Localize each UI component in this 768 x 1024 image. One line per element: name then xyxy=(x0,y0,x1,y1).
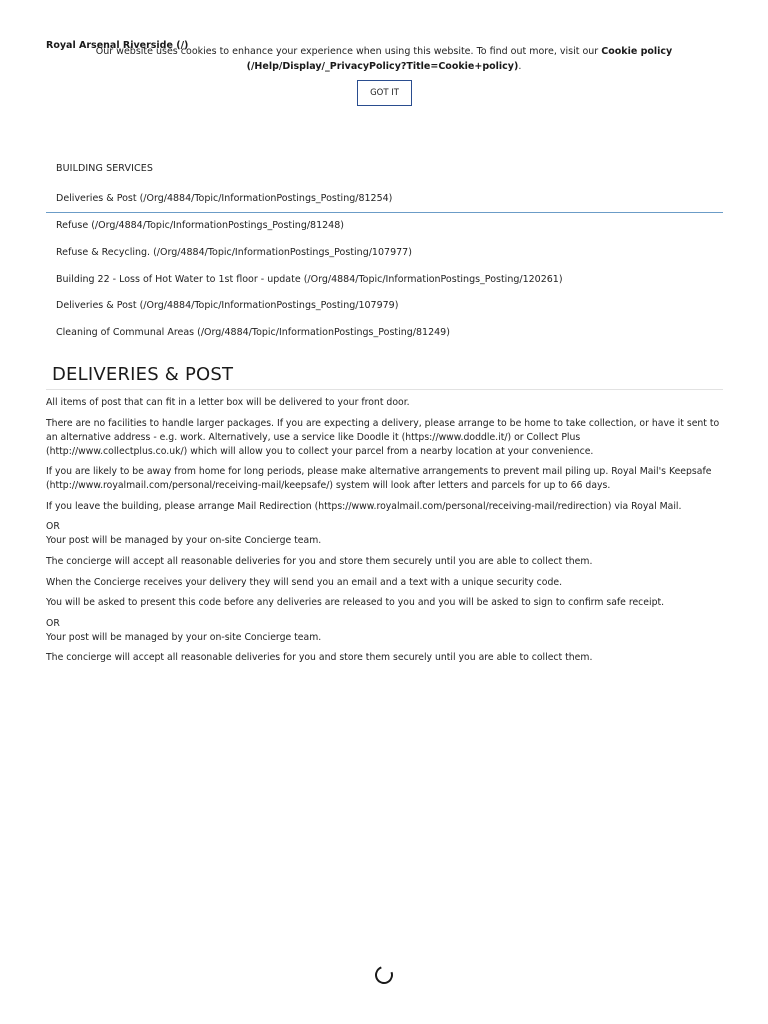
article-paragraph: You will be asked to present this code before any deliveries are released to you and you will be asked to sign to confirm safe receipt. xyxy=(46,597,665,609)
article-paragraph: Your post will be managed by your on-site Concierge team. xyxy=(46,631,322,643)
article-paragraph: All items of post that can fit in a letter box will be delivered to your front door. xyxy=(46,397,410,408)
cookie-policy-link[interactable]: Cookie policy (/Help/Display/_PrivacyPolicy?Title=Cookie+policy) xyxy=(246,46,673,72)
article xyxy=(46,362,723,672)
loading-spinner-icon xyxy=(372,963,396,987)
article-paragraph: OR xyxy=(46,521,60,533)
article-paragraph: OR xyxy=(46,617,60,629)
article-paragraph: The concierge will accept all reasonable deliveries for you and store them securely until you are able to collect them. xyxy=(46,555,593,567)
article-paragraph: There are no facilities to handle larger packages. If you are expecting a delivery, please arrange to be home to take collection, or have it sent to an alternative address - e.g. work. Alternatively, use a service like Doodle it (https://www.doddle.it/) or Collect Plus (http://www.collectplus.co.uk/) which will allow you to collect your parcel from a nearby location at your convenience. xyxy=(46,417,720,457)
site-title-link[interactable]: Royal Arsenal Riverside (/) xyxy=(46,40,189,51)
menu-item-deliveries-post[interactable]: Deliveries & Post (/Org/4884/Topic/InformationPostings_Posting/81254) xyxy=(46,186,723,213)
menu-item-deliveries-post-2[interactable]: Deliveries & Post (/Org/4884/Topic/InformationPostings_Posting/107979) xyxy=(56,300,399,312)
article-paragraph: When the Concierge receives your delivery they will send you an email and a text with a unique security code. xyxy=(46,576,563,588)
menu-item-refuse[interactable]: Refuse (/Org/4884/Topic/InformationPostings_Posting/81248) xyxy=(56,220,344,232)
cookie-banner xyxy=(60,44,708,74)
cookie-message: Our website uses cookies to enhance your experience when using this website. To find out more, visit our xyxy=(95,46,602,57)
topic-menu xyxy=(46,186,723,346)
article-paragraph: If you leave the building, please arrange Mail Redirection (https://www.royalmail.com/personal/receiving-mail/redirection) via Royal Mail. xyxy=(46,500,682,512)
article-paragraph: If you are likely to be away from home for long periods, please make alternative arrangements to prevent mail piling up. Royal Mail's Keepsafe (http://www.royalmail.com/personal/receiving-mail/keepsafe/) system will look after letters and parcels for up to 66 days. xyxy=(46,466,712,492)
menu-heading: BUILDING SERVICES xyxy=(56,163,153,174)
menu-item-refuse-recycling[interactable]: Refuse & Recycling. (/Org/4884/Topic/InformationPostings_Posting/107977) xyxy=(56,246,412,258)
article-paragraph: The concierge will accept all reasonable deliveries for you and store them securely until you are able to collect them. xyxy=(46,652,593,664)
cookie-message-suffix: . xyxy=(518,61,522,72)
menu-item-hot-water-update[interactable]: Building 22 - Loss of Hot Water to 1st floor - update (/Org/4884/Topic/InformationPostings_Posting/120261) xyxy=(56,273,563,285)
menu-item-cleaning-communal[interactable]: Cleaning of Communal Areas (/Org/4884/Topic/InformationPostings_Posting/81249) xyxy=(56,326,450,338)
article-paragraph: Your post will be managed by your on-site Concierge team. xyxy=(46,535,322,547)
page-title: DELIVERIES & POST xyxy=(46,362,723,390)
got-it-button[interactable]: GOT IT xyxy=(357,80,412,106)
article-body xyxy=(46,390,723,665)
